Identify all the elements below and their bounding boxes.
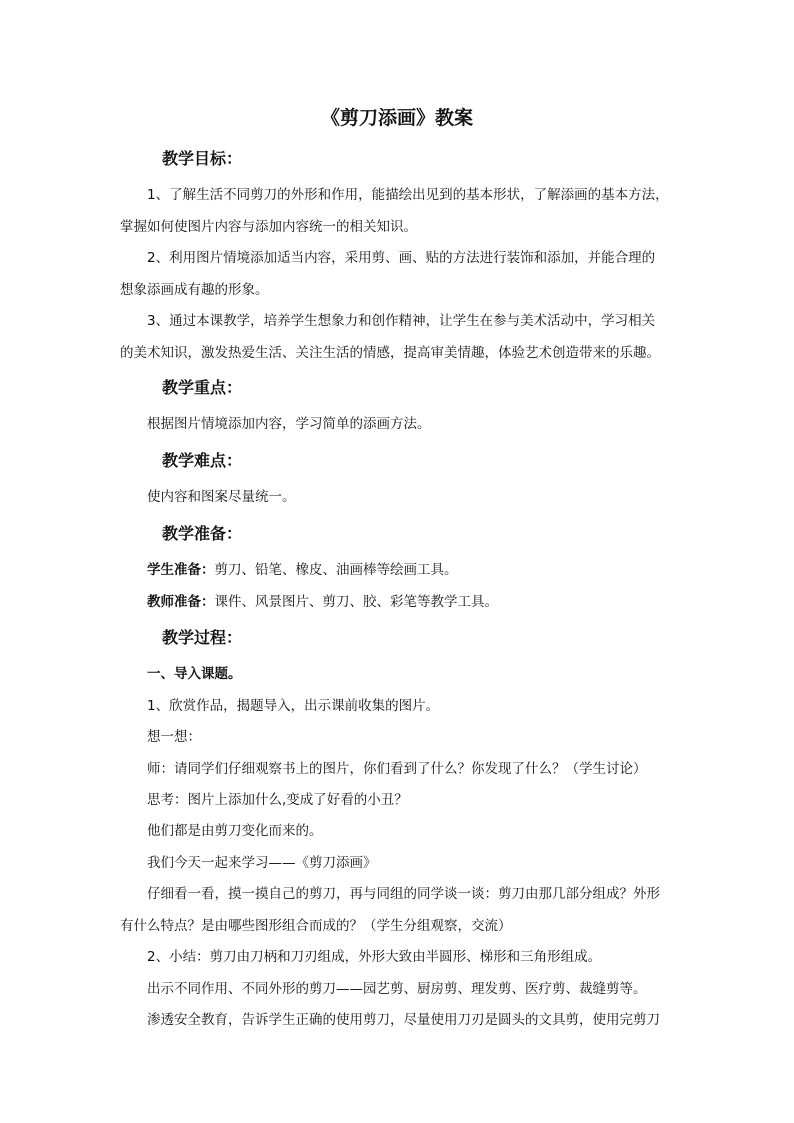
document-title: 《剪刀添画》教案: [320, 107, 473, 129]
process-line-7b: 有什么特点？是由哪些图形组合而成的？（学生分组观察，交流）: [120, 918, 512, 934]
process-line-6: 我们今天一起来学习——《剪刀添画》: [147, 855, 377, 871]
preparation-heading: 教学准备：: [162, 524, 243, 543]
process-line-10: 渗透安全教育，告诉学生正确的使用剪刀，尽量使用刀刃是圆头的文具剪，使用完剪刀: [147, 1012, 660, 1028]
objective-3-line-2: 的美术知识，激发热爱生活、关注生活的情感，提高审美情趣，体验艺术创造带来的乐趣。: [120, 345, 660, 361]
objective-3-line-1: 3、通过本课教学，培养学生想象力和创作精神，让学生在参与美术活动中，学习相关: [147, 313, 656, 329]
process-line-1: 1、欣赏作品，揭题导入，出示课前收集的图片。: [147, 698, 440, 714]
process-line-8: 2、小结：剪刀由刀柄和刀刃组成，外形大致由半圆形、梯形和三角形组成。: [147, 949, 602, 965]
student-preparation: [147, 561, 458, 579]
student-preparation-label: 学生准备：: [147, 562, 215, 578]
difficulties-text: 使内容和图案尽量统一。: [147, 489, 296, 505]
teacher-preparation: [147, 593, 498, 611]
teacher-preparation-text: 课件、风景图片、剪刀、胶、彩笔等教学工具。: [214, 594, 498, 610]
key-points-text: 根据图片情境添加内容，学习简单的添画方法。: [147, 416, 431, 432]
student-preparation-text: 剪刀、铅笔、橡皮、油画棒等绘画工具。: [214, 562, 458, 578]
process-line-2: 想一想：: [147, 729, 201, 745]
objective-1-line-2: 掌握如何使图片内容与添加内容统一的相关知识。: [120, 219, 417, 235]
process-line-9: 出示不同作用、不同外形的剪刀——园艺剪、厨房剪、理发剪、医疗剪、裁缝剪等。: [147, 981, 647, 997]
teacher-preparation-label: 教师准备：: [147, 594, 215, 610]
process-line-4: 思考：图片上添加什么,变成了好看的小丑？: [147, 792, 408, 808]
process-section-1: 一、导入课题。: [147, 666, 242, 682]
process-line-3: 师：请同学们仔细观察书上的图片，你们看到了什么？你发现了什么？（学生讨论）: [147, 761, 647, 777]
difficulties-heading: 教学难点：: [162, 451, 243, 470]
objective-1-line-1: 1、了解生活不同剪刀的外形和作用，能描绘出见到的基本形状，了解添画的基本方法，: [147, 187, 669, 203]
process-line-5: 他们都是由剪刀变化而来的。: [147, 823, 323, 839]
key-points-heading: 教学重点：: [162, 378, 243, 397]
objectives-heading: 教学目标：: [162, 149, 243, 168]
objective-2-line-1: 2、利用图片情境添加适当内容，采用剪、画、贴的方法进行装饰和添加，并能合理的: [147, 250, 656, 266]
process-line-7a: 仔细看一看，摸一摸自己的剪刀，再与同组的同学谈一谈：剪刀由那几部分组成？外形: [147, 886, 660, 902]
process-heading: 教学过程：: [162, 628, 243, 647]
objective-2-line-2: 想象添画成有趣的形象。: [120, 282, 269, 298]
